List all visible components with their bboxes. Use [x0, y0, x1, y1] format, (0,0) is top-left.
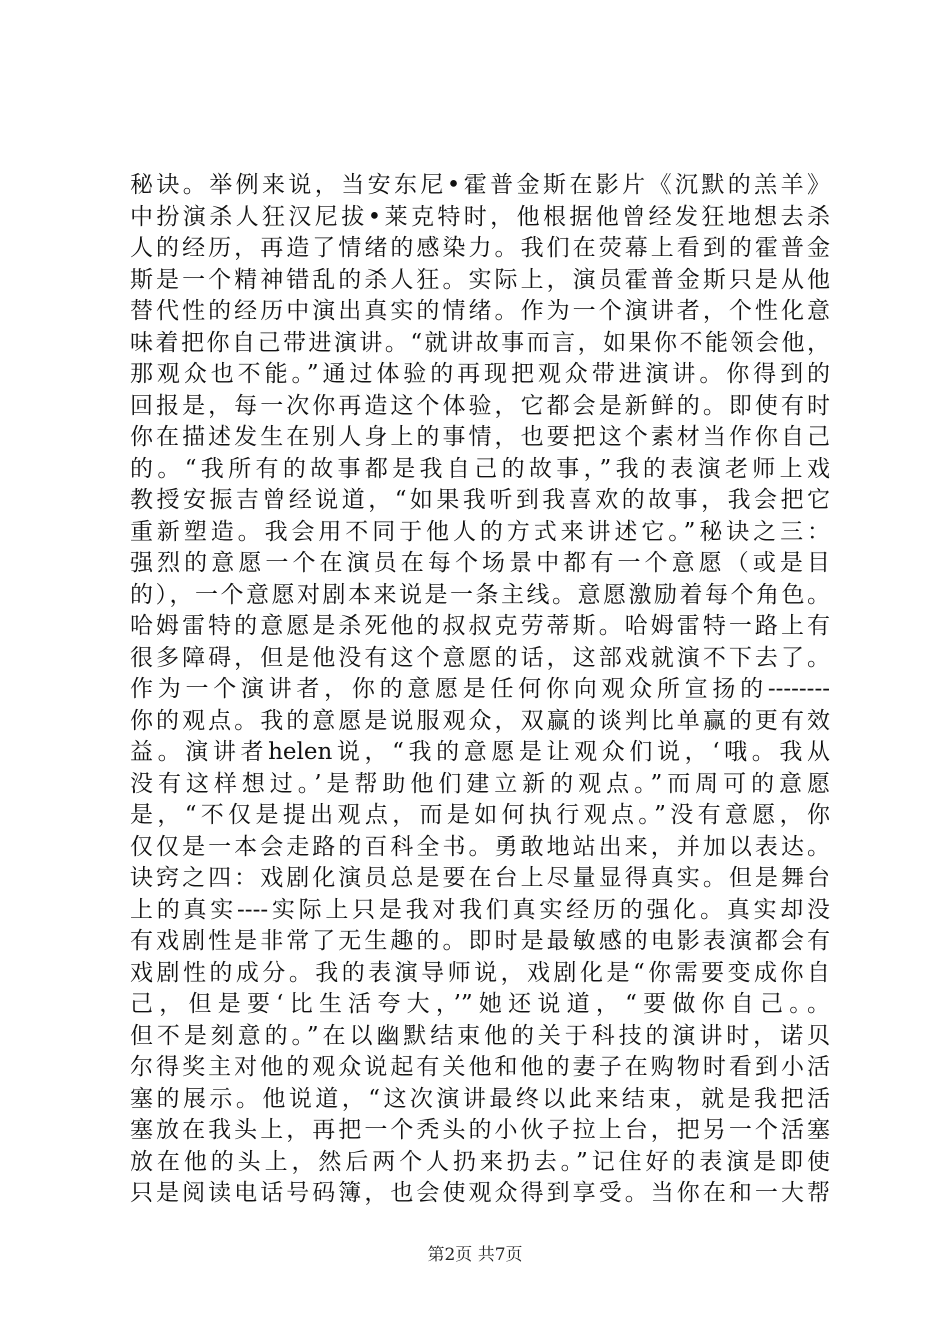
text-line: 尔得奖主对他的观众说起有关他和他的妻子在购物时看到小活: [130, 1054, 830, 1080]
text-line: 那观众也不能。”通过体验的再现把观众带进演讲。你得到的: [130, 361, 830, 387]
text-line: 斯是一个精神错乱的杀人狂。实际上，演员霍普金斯只是从他: [130, 266, 830, 293]
text-line: 的），一个意愿对剧本来说是一条主线。意愿激励着每个角色。: [130, 581, 830, 608]
text-line: 上的真实----实际上只是我对我们真实经历的强化。真实却没: [130, 896, 830, 923]
text-line: 有戏剧性是非常了无生趣的。即时是最敏感的电影表演都会有: [130, 928, 830, 954]
text-line: 中扮演杀人狂汉尼拔•莱克特时，他根据他曾经发狂地想去杀: [130, 203, 830, 230]
text-line: 诀窍之四：戏剧化演员总是要在台上尽量显得真实。但是舞台: [130, 865, 830, 891]
text-line: 放在他的头上，然后两个人扔来扔去。”记住好的表演是即使: [130, 1148, 830, 1175]
text-line: 你的观点。我的意愿是说服观众，双赢的谈判比单赢的更有效: [130, 707, 830, 734]
text-line: 你在描述发生在别人身上的事情，也要把这个素材当作你自己: [130, 424, 830, 450]
text-line: 是，“不仅是提出观点，而是如何执行观点。”没有意愿，你: [130, 802, 830, 828]
text-line: 的。“我所有的故事都是我自己的故事，”我的表演老师上戏: [130, 455, 830, 482]
text-line: 作为一个演讲者，你的意愿是任何你向观众所宣扬的--------: [130, 676, 830, 702]
body-text: [130, 170, 830, 1210]
text-line: 塞的展示。他说道，“这次演讲最终以此来结束，就是我把活: [130, 1085, 830, 1112]
text-line: 秘诀。举例来说，当安东尼•霍普金斯在影片《沉默的羔羊》: [130, 172, 830, 198]
text-line: 仅仅是一本会走路的百科全书。勇敢地站出来，并加以表达。: [130, 833, 830, 860]
text-line: 只是阅读电话号码簿，也会使观众得到享受。当你在和一大帮: [130, 1180, 830, 1206]
text-line: 戏剧性的成分。我的表演导师说，戏剧化是“你需要变成你自: [130, 959, 830, 986]
text-line: 重新塑造。我会用不同于他人的方式来讲述它。”秘诀之三：: [130, 518, 830, 545]
text-line: 塞放在我头上，再把一个秃头的小伙子拉上台，把另一个活塞: [130, 1117, 830, 1143]
text-line: 教授安振吉曾经说道，“如果我听到我喜欢的故事，我会把它: [130, 487, 830, 513]
text-line: 益。演讲者helen说，“我的意愿是让观众们说，‘哦。我从: [130, 739, 830, 765]
text-line: 没有这样想过。’是帮助他们建立新的观点。”而周可的意愿: [130, 770, 830, 797]
text-line: 人的经历，再造了情绪的感染力。我们在荧幕上看到的霍普金: [130, 235, 830, 261]
text-line: 哈姆雷特的意愿是杀死他的叔叔克劳蒂斯。哈姆雷特一路上有: [130, 613, 830, 639]
page-footer: 第2页 共7页: [427, 1245, 523, 1265]
text-line: 回报是，每一次你再造这个体验，它都会是新鲜的。即使有时: [130, 392, 830, 419]
text-line: 强烈的意愿一个在演员在每个场景中都有一个意愿（或是目: [130, 550, 830, 576]
text-line: 味着把你自己带进演讲。“就讲故事而言，如果你不能领会他，: [130, 329, 830, 356]
text-line: 很多障碍，但是他没有这个意愿的话，这部戏就演不下去了。: [130, 644, 830, 671]
text-line: 但不是刻意的。”在以幽默结束他的关于科技的演讲时，诺贝: [130, 1022, 830, 1049]
text-line: 己，但是要‘比生活夸大，’”她还说道，“要做你自己。。: [130, 991, 830, 1017]
text-line: 替代性的经历中演出真实的情绪。作为一个演讲者，个性化意: [130, 298, 830, 324]
